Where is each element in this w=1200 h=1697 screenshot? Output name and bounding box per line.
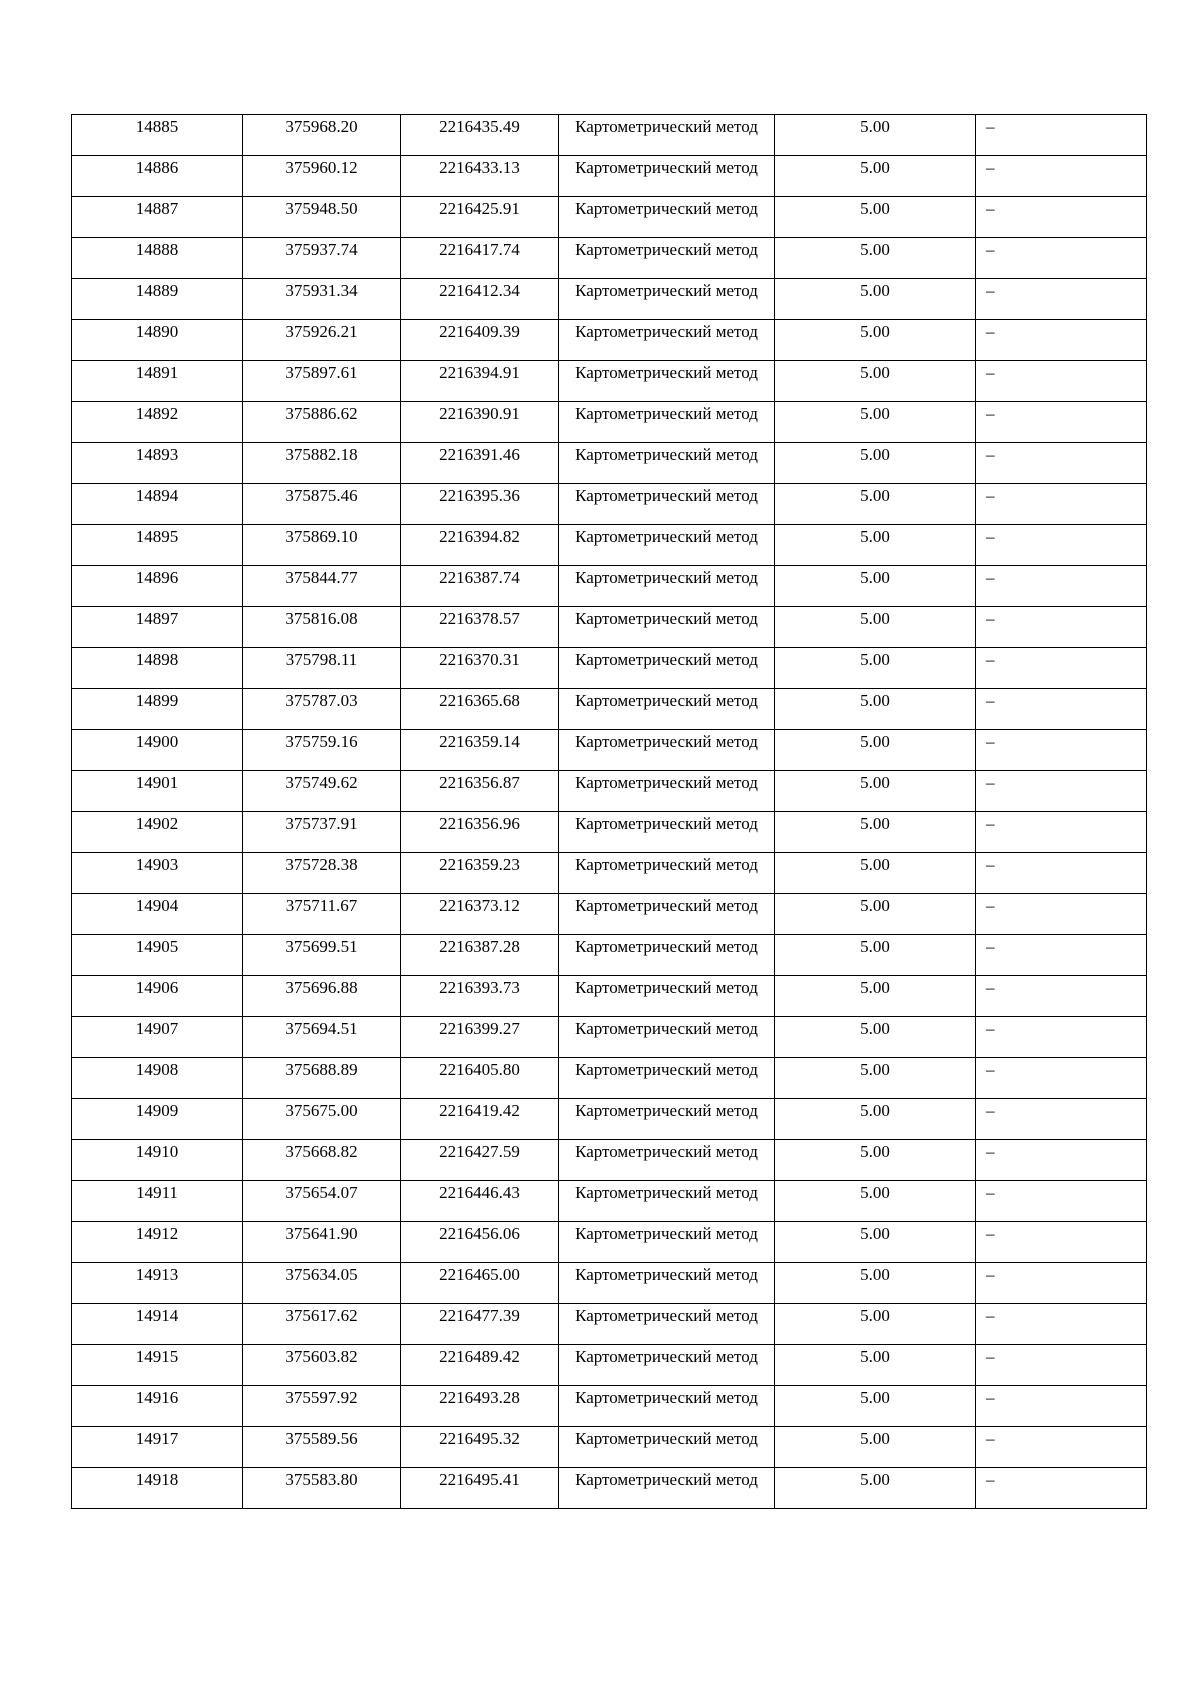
x-coordinate-cell: 375583.80: [243, 1468, 401, 1509]
accuracy-cell: 5.00: [775, 443, 976, 484]
note-cell: –: [976, 1468, 1147, 1509]
note-cell: –: [976, 1099, 1147, 1140]
method-cell: Картометрический метод: [559, 648, 775, 689]
note-cell: –: [976, 197, 1147, 238]
y-coordinate-cell: 2216387.28: [401, 935, 559, 976]
table-row: [72, 1263, 1147, 1304]
y-coordinate-cell: 2216409.39: [401, 320, 559, 361]
method-cell: Картометрический метод: [559, 1345, 775, 1386]
x-coordinate-cell: 375882.18: [243, 443, 401, 484]
note-cell: –: [976, 1140, 1147, 1181]
note-cell: –: [976, 1058, 1147, 1099]
note-cell: –: [976, 730, 1147, 771]
note-cell: –: [976, 156, 1147, 197]
point-number-cell: 14898: [72, 648, 243, 689]
accuracy-cell: 5.00: [775, 566, 976, 607]
accuracy-cell: 5.00: [775, 976, 976, 1017]
table-row: [72, 1427, 1147, 1468]
table-row: [72, 976, 1147, 1017]
accuracy-cell: 5.00: [775, 1427, 976, 1468]
accuracy-cell: 5.00: [775, 935, 976, 976]
point-number-cell: 14891: [72, 361, 243, 402]
method-cell: Картометрический метод: [559, 853, 775, 894]
table-row: [72, 279, 1147, 320]
x-coordinate-cell: 375968.20: [243, 115, 401, 156]
method-cell: Картометрический метод: [559, 1263, 775, 1304]
y-coordinate-cell: 2216365.68: [401, 689, 559, 730]
x-coordinate-cell: 375875.46: [243, 484, 401, 525]
y-coordinate-cell: 2216427.59: [401, 1140, 559, 1181]
note-cell: –: [976, 812, 1147, 853]
note-cell: –: [976, 566, 1147, 607]
point-number-cell: 14908: [72, 1058, 243, 1099]
table-row: [72, 812, 1147, 853]
note-cell: –: [976, 525, 1147, 566]
y-coordinate-cell: 2216495.41: [401, 1468, 559, 1509]
note-cell: –: [976, 771, 1147, 812]
y-coordinate-cell: 2216356.96: [401, 812, 559, 853]
note-cell: –: [976, 853, 1147, 894]
note-cell: –: [976, 935, 1147, 976]
y-coordinate-cell: 2216405.80: [401, 1058, 559, 1099]
method-cell: Картометрический метод: [559, 443, 775, 484]
x-coordinate-cell: 375654.07: [243, 1181, 401, 1222]
y-coordinate-cell: 2216356.87: [401, 771, 559, 812]
x-coordinate-cell: 375696.88: [243, 976, 401, 1017]
table-row: [72, 197, 1147, 238]
point-number-cell: 14885: [72, 115, 243, 156]
accuracy-cell: 5.00: [775, 1386, 976, 1427]
y-coordinate-cell: 2216378.57: [401, 607, 559, 648]
point-number-cell: 14911: [72, 1181, 243, 1222]
point-number-cell: 14889: [72, 279, 243, 320]
method-cell: Картометрический метод: [559, 1386, 775, 1427]
method-cell: Картометрический метод: [559, 361, 775, 402]
accuracy-cell: 5.00: [775, 1058, 976, 1099]
accuracy-cell: 5.00: [775, 1345, 976, 1386]
accuracy-cell: 5.00: [775, 197, 976, 238]
method-cell: Картометрический метод: [559, 1468, 775, 1509]
accuracy-cell: 5.00: [775, 402, 976, 443]
method-cell: Картометрический метод: [559, 115, 775, 156]
accuracy-cell: 5.00: [775, 156, 976, 197]
table-row: [72, 1304, 1147, 1345]
point-number-cell: 14915: [72, 1345, 243, 1386]
x-coordinate-cell: 375699.51: [243, 935, 401, 976]
x-coordinate-cell: 375948.50: [243, 197, 401, 238]
point-number-cell: 14906: [72, 976, 243, 1017]
accuracy-cell: 5.00: [775, 1099, 976, 1140]
method-cell: Картометрический метод: [559, 156, 775, 197]
table-row: [72, 1140, 1147, 1181]
note-cell: –: [976, 1345, 1147, 1386]
table-row: [72, 443, 1147, 484]
x-coordinate-cell: 375931.34: [243, 279, 401, 320]
note-cell: –: [976, 894, 1147, 935]
point-number-cell: 14914: [72, 1304, 243, 1345]
x-coordinate-cell: 375728.38: [243, 853, 401, 894]
note-cell: –: [976, 689, 1147, 730]
table-row: [72, 648, 1147, 689]
point-number-cell: 14897: [72, 607, 243, 648]
note-cell: –: [976, 1427, 1147, 1468]
point-number-cell: 14890: [72, 320, 243, 361]
table-row: [72, 1181, 1147, 1222]
y-coordinate-cell: 2216477.39: [401, 1304, 559, 1345]
accuracy-cell: 5.00: [775, 607, 976, 648]
note-cell: –: [976, 976, 1147, 1017]
table-row: [72, 1099, 1147, 1140]
table-row: [72, 1222, 1147, 1263]
method-cell: Картометрический метод: [559, 976, 775, 1017]
note-cell: –: [976, 361, 1147, 402]
note-cell: –: [976, 1386, 1147, 1427]
y-coordinate-cell: 2216394.91: [401, 361, 559, 402]
note-cell: –: [976, 1017, 1147, 1058]
table-row: [72, 730, 1147, 771]
point-number-cell: 14917: [72, 1427, 243, 1468]
y-coordinate-cell: 2216446.43: [401, 1181, 559, 1222]
x-coordinate-cell: 375675.00: [243, 1099, 401, 1140]
note-cell: –: [976, 279, 1147, 320]
x-coordinate-cell: 375960.12: [243, 156, 401, 197]
point-number-cell: 14900: [72, 730, 243, 771]
method-cell: Картометрический метод: [559, 1304, 775, 1345]
table-row: [72, 1386, 1147, 1427]
method-cell: Картометрический метод: [559, 1140, 775, 1181]
x-coordinate-cell: 375641.90: [243, 1222, 401, 1263]
note-cell: –: [976, 1263, 1147, 1304]
y-coordinate-cell: 2216493.28: [401, 1386, 559, 1427]
accuracy-cell: 5.00: [775, 320, 976, 361]
y-coordinate-cell: 2216489.42: [401, 1345, 559, 1386]
accuracy-cell: 5.00: [775, 771, 976, 812]
method-cell: Картометрический метод: [559, 1099, 775, 1140]
point-number-cell: 14904: [72, 894, 243, 935]
table-row: [72, 156, 1147, 197]
x-coordinate-cell: 375816.08: [243, 607, 401, 648]
y-coordinate-cell: 2216419.42: [401, 1099, 559, 1140]
table-row: [72, 1058, 1147, 1099]
y-coordinate-cell: 2216390.91: [401, 402, 559, 443]
method-cell: Картометрический метод: [559, 1181, 775, 1222]
y-coordinate-cell: 2216393.73: [401, 976, 559, 1017]
point-number-cell: 14902: [72, 812, 243, 853]
point-number-cell: 14916: [72, 1386, 243, 1427]
coordinates-table-body: [72, 115, 1147, 1509]
method-cell: Картометрический метод: [559, 279, 775, 320]
x-coordinate-cell: 375844.77: [243, 566, 401, 607]
note-cell: –: [976, 607, 1147, 648]
accuracy-cell: 5.00: [775, 853, 976, 894]
method-cell: Картометрический метод: [559, 1058, 775, 1099]
x-coordinate-cell: 375869.10: [243, 525, 401, 566]
x-coordinate-cell: 375897.61: [243, 361, 401, 402]
x-coordinate-cell: 375589.56: [243, 1427, 401, 1468]
table-row: [72, 238, 1147, 279]
method-cell: Картометрический метод: [559, 1427, 775, 1468]
table-row: [72, 1468, 1147, 1509]
point-number-cell: 14913: [72, 1263, 243, 1304]
x-coordinate-cell: 375759.16: [243, 730, 401, 771]
point-number-cell: 14893: [72, 443, 243, 484]
method-cell: Картометрический метод: [559, 607, 775, 648]
y-coordinate-cell: 2216395.36: [401, 484, 559, 525]
x-coordinate-cell: 375937.74: [243, 238, 401, 279]
x-coordinate-cell: 375787.03: [243, 689, 401, 730]
accuracy-cell: 5.00: [775, 1181, 976, 1222]
note-cell: –: [976, 1181, 1147, 1222]
method-cell: Картометрический метод: [559, 484, 775, 525]
x-coordinate-cell: 375597.92: [243, 1386, 401, 1427]
table-row: [72, 1017, 1147, 1058]
method-cell: Картометрический метод: [559, 566, 775, 607]
method-cell: Картометрический метод: [559, 730, 775, 771]
point-number-cell: 14894: [72, 484, 243, 525]
accuracy-cell: 5.00: [775, 1468, 976, 1509]
point-number-cell: 14896: [72, 566, 243, 607]
y-coordinate-cell: 2216412.34: [401, 279, 559, 320]
x-coordinate-cell: 375694.51: [243, 1017, 401, 1058]
y-coordinate-cell: 2216456.06: [401, 1222, 559, 1263]
method-cell: Картометрический метод: [559, 1222, 775, 1263]
y-coordinate-cell: 2216370.31: [401, 648, 559, 689]
point-number-cell: 14899: [72, 689, 243, 730]
table-row: [72, 402, 1147, 443]
y-coordinate-cell: 2216359.23: [401, 853, 559, 894]
table-row: [72, 525, 1147, 566]
point-number-cell: 14912: [72, 1222, 243, 1263]
accuracy-cell: 5.00: [775, 1222, 976, 1263]
method-cell: Картометрический метод: [559, 238, 775, 279]
y-coordinate-cell: 2216394.82: [401, 525, 559, 566]
method-cell: Картометрический метод: [559, 1017, 775, 1058]
table-row: [72, 689, 1147, 730]
y-coordinate-cell: 2216417.74: [401, 238, 559, 279]
note-cell: –: [976, 1304, 1147, 1345]
note-cell: –: [976, 1222, 1147, 1263]
note-cell: –: [976, 115, 1147, 156]
method-cell: Картометрический метод: [559, 894, 775, 935]
accuracy-cell: 5.00: [775, 689, 976, 730]
table-row: [72, 1345, 1147, 1386]
y-coordinate-cell: 2216373.12: [401, 894, 559, 935]
y-coordinate-cell: 2216425.91: [401, 197, 559, 238]
accuracy-cell: 5.00: [775, 812, 976, 853]
x-coordinate-cell: 375798.11: [243, 648, 401, 689]
y-coordinate-cell: 2216435.49: [401, 115, 559, 156]
accuracy-cell: 5.00: [775, 525, 976, 566]
method-cell: Картометрический метод: [559, 525, 775, 566]
x-coordinate-cell: 375749.62: [243, 771, 401, 812]
accuracy-cell: 5.00: [775, 279, 976, 320]
point-number-cell: 14895: [72, 525, 243, 566]
note-cell: –: [976, 484, 1147, 525]
point-number-cell: 14905: [72, 935, 243, 976]
table-row: [72, 935, 1147, 976]
y-coordinate-cell: 2216391.46: [401, 443, 559, 484]
x-coordinate-cell: 375668.82: [243, 1140, 401, 1181]
point-number-cell: 14910: [72, 1140, 243, 1181]
table-row: [72, 484, 1147, 525]
point-number-cell: 14909: [72, 1099, 243, 1140]
x-coordinate-cell: 375886.62: [243, 402, 401, 443]
method-cell: Картометрический метод: [559, 935, 775, 976]
point-number-cell: 14901: [72, 771, 243, 812]
accuracy-cell: 5.00: [775, 1263, 976, 1304]
accuracy-cell: 5.00: [775, 115, 976, 156]
accuracy-cell: 5.00: [775, 730, 976, 771]
y-coordinate-cell: 2216359.14: [401, 730, 559, 771]
table-row: [72, 320, 1147, 361]
accuracy-cell: 5.00: [775, 648, 976, 689]
x-coordinate-cell: 375617.62: [243, 1304, 401, 1345]
table-row: [72, 361, 1147, 402]
accuracy-cell: 5.00: [775, 894, 976, 935]
note-cell: –: [976, 402, 1147, 443]
method-cell: Картометрический метод: [559, 812, 775, 853]
accuracy-cell: 5.00: [775, 484, 976, 525]
table-row: [72, 853, 1147, 894]
table-row: [72, 894, 1147, 935]
y-coordinate-cell: 2216465.00: [401, 1263, 559, 1304]
accuracy-cell: 5.00: [775, 1304, 976, 1345]
note-cell: –: [976, 320, 1147, 361]
y-coordinate-cell: 2216495.32: [401, 1427, 559, 1468]
table-row: [72, 607, 1147, 648]
note-cell: –: [976, 443, 1147, 484]
point-number-cell: 14888: [72, 238, 243, 279]
table-row: [72, 566, 1147, 607]
accuracy-cell: 5.00: [775, 361, 976, 402]
x-coordinate-cell: 375926.21: [243, 320, 401, 361]
x-coordinate-cell: 375737.91: [243, 812, 401, 853]
method-cell: Картометрический метод: [559, 771, 775, 812]
x-coordinate-cell: 375634.05: [243, 1263, 401, 1304]
point-number-cell: 14886: [72, 156, 243, 197]
table-row: [72, 771, 1147, 812]
method-cell: Картометрический метод: [559, 402, 775, 443]
note-cell: –: [976, 648, 1147, 689]
y-coordinate-cell: 2216433.13: [401, 156, 559, 197]
x-coordinate-cell: 375688.89: [243, 1058, 401, 1099]
table-row: [72, 115, 1147, 156]
point-number-cell: 14918: [72, 1468, 243, 1509]
coordinates-table: [71, 114, 1147, 1509]
method-cell: Картометрический метод: [559, 689, 775, 730]
point-number-cell: 14903: [72, 853, 243, 894]
point-number-cell: 14887: [72, 197, 243, 238]
note-cell: –: [976, 238, 1147, 279]
point-number-cell: 14907: [72, 1017, 243, 1058]
accuracy-cell: 5.00: [775, 1017, 976, 1058]
accuracy-cell: 5.00: [775, 1140, 976, 1181]
method-cell: Картометрический метод: [559, 197, 775, 238]
method-cell: Картометрический метод: [559, 320, 775, 361]
accuracy-cell: 5.00: [775, 238, 976, 279]
y-coordinate-cell: 2216387.74: [401, 566, 559, 607]
x-coordinate-cell: 375603.82: [243, 1345, 401, 1386]
y-coordinate-cell: 2216399.27: [401, 1017, 559, 1058]
x-coordinate-cell: 375711.67: [243, 894, 401, 935]
point-number-cell: 14892: [72, 402, 243, 443]
